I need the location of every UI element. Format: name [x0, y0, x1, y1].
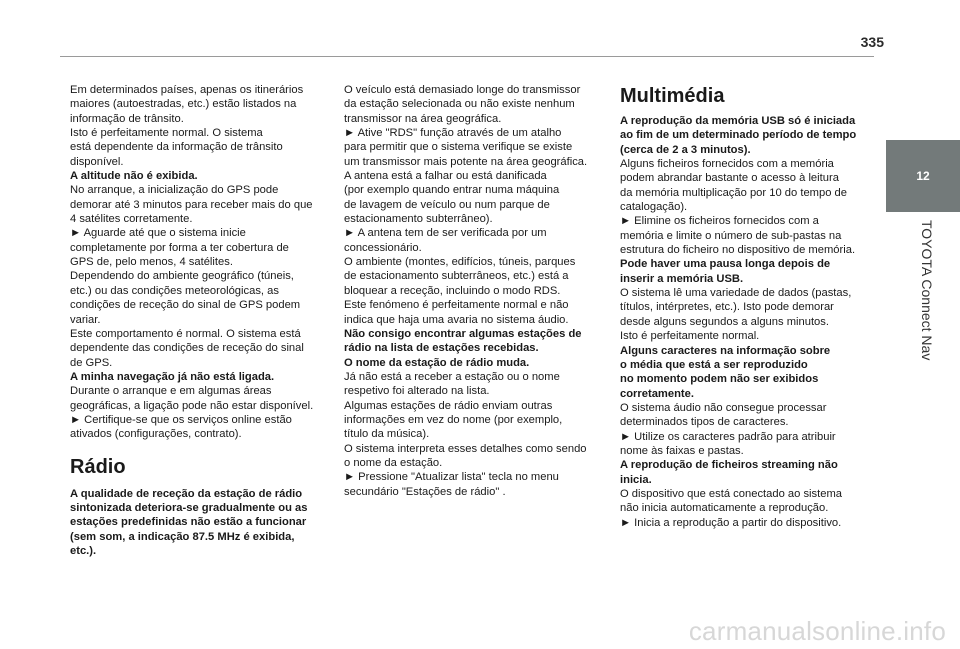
text-line: Este fenómeno é perfeitamente normal e não	[344, 299, 569, 312]
text-line: estacionamento subterrâneo).	[344, 213, 493, 226]
text-line: (por exemplo quando entrar numa máquina	[344, 184, 560, 197]
text-column-1	[70, 83, 332, 558]
text-line: O veículo está demasiado longe do transmissor	[344, 84, 581, 96]
text-line: O sistema áudio não consegue processar	[620, 401, 827, 414]
text-line: está dependente da informação de trânsito	[70, 141, 283, 154]
text-line: não inicia automaticamente a reprodução.	[620, 502, 829, 515]
text-line: maiores (autoestradas, etc.) estão listados na	[70, 98, 297, 111]
text-line: bloquear a receção, incluindo o modo RDS.	[344, 284, 561, 297]
text-line: condições de receção do sinal de GPS podem	[70, 299, 301, 312]
text-line: No arranque, a inicialização do GPS pode	[70, 184, 279, 197]
bold-text-line: estações predefinidas não estão a funcionar	[70, 516, 307, 529]
text-line: Dependendo do ambiente geográfico (túneis,	[70, 270, 294, 283]
chapter-tab-number: 12	[916, 169, 930, 183]
text-line: de estacionamento subterrâneos, etc.) está a	[344, 270, 569, 283]
bold-text-line: A minha navegação já não está ligada.	[70, 370, 275, 383]
text-line: da estação selecionada ou não existe nenhum	[344, 98, 575, 111]
text-line: O dispositivo que está conectado ao sistema	[620, 487, 843, 500]
text-line: título da música).	[344, 428, 430, 441]
text-line: Durante o arranque e em algumas áreas	[70, 385, 272, 398]
text-line: Alguns ficheiros fornecidos com a memória	[620, 158, 834, 171]
column-3-body	[620, 114, 882, 530]
text-line: ► A antena tem de ser verificada por um	[344, 227, 547, 240]
chapter-tab	[886, 140, 960, 212]
header-divider	[60, 56, 874, 57]
bold-text-line: (cerca de 2 a 3 minutos).	[620, 143, 751, 156]
text-line: Este comportamento é normal. O sistema está	[70, 327, 301, 340]
page-number: 335	[860, 34, 884, 50]
text-line: disponível.	[70, 155, 124, 168]
text-line: ativados (configurações, contrato).	[70, 428, 242, 441]
bold-text-line: A reprodução de ficheiros streaming não	[620, 459, 838, 472]
text-line: ► Inicia a reprodução a partir do dispositivo.	[620, 516, 842, 529]
text-line: determinados tipos de caracteres.	[620, 416, 789, 429]
bold-text-line: rádio na lista de estações recebidas.	[344, 342, 539, 355]
text-line: demorar até 3 minutos para receber mais do que	[70, 198, 313, 211]
text-line: geográficas, a ligação pode não estar disponível.	[70, 399, 314, 412]
column-1-body	[70, 83, 332, 442]
section-heading-multimedia: Multimédia	[620, 85, 725, 107]
bold-text-line: A altitude não é exibida.	[70, 170, 198, 183]
watermark-text: carmanualsonline.info	[688, 616, 946, 646]
text-line: O sistema lê uma variedade de dados (pastas,	[620, 287, 852, 300]
text-line: dependente das condições de receção do sinal	[70, 342, 304, 355]
text-line: 4 satélites corretamente.	[70, 213, 193, 226]
text-column-3	[620, 84, 882, 530]
text-line: catalogação).	[620, 201, 688, 214]
text-line: O ambiente (montes, edifícios, túneis, parques	[344, 256, 576, 269]
text-column-2	[344, 83, 606, 499]
text-line: concessionário.	[344, 241, 422, 254]
text-line: títulos, intérpretes, etc.). Isto pode demorar	[620, 301, 834, 314]
text-line: variar.	[70, 313, 101, 326]
text-line: transmissor na área geográfica.	[344, 112, 502, 125]
bold-text-line: A reprodução da memória USB só é iniciada	[620, 115, 856, 127]
text-line: ► Pressione "Atualizar lista" tecla no menu	[344, 471, 559, 484]
text-line: desde alguns segundos a alguns minutos.	[620, 315, 829, 328]
text-line: GPS de, pelo menos, 4 satélites.	[70, 256, 233, 269]
bold-text-line: o média que está a ser reproduzido	[620, 358, 808, 371]
text-line: secundário "Estações de rádio" .	[344, 485, 506, 498]
text-line: nome às faixas e pastas.	[620, 444, 744, 457]
text-line: da memória multiplicação por 10 do tempo de	[620, 186, 847, 199]
text-line: A antena está a falhar ou está danificada	[344, 170, 547, 183]
text-line: informações em vez do nome (por exemplo,	[344, 413, 563, 426]
text-line: informação de trânsito.	[70, 112, 184, 125]
text-line: memória e limite o número de sub-pastas na	[620, 229, 842, 242]
text-line: para permitir que o sistema verifique se existe	[344, 141, 573, 154]
text-line: Já não está a receber a estação ou o nome	[344, 370, 560, 383]
bold-text-line: O nome da estação de rádio muda.	[344, 356, 530, 369]
text-line: Em determinados países, apenas os itinerários	[70, 84, 304, 96]
text-line: ► Ative "RDS" função através de um atalho	[344, 127, 562, 140]
bold-text-line: inserir a memória USB.	[620, 272, 744, 285]
text-line: o nome da estação.	[344, 456, 443, 469]
text-line: um transmissor mais potente na área geográfica.	[344, 155, 588, 168]
bold-text-line: ao fim de um determinado período de tempo	[620, 129, 857, 142]
text-line: completamente por forma a ter cobertura de	[70, 241, 289, 254]
bold-text-line: Pode haver uma pausa longa depois de	[620, 258, 831, 271]
text-line: Isto é perfeitamente normal.	[620, 330, 760, 343]
column-1-radio-body	[70, 487, 332, 559]
bold-text-line: (sem som, a indicação 87.5 MHz é exibida,	[70, 530, 295, 543]
text-line: ► Elimine os ficheiros fornecidos com a	[620, 215, 819, 228]
bold-text-line: Alguns caracteres na informação sobre	[620, 344, 831, 357]
section-heading-radio: Rádio	[70, 455, 126, 478]
column-2-body	[344, 83, 606, 499]
bold-text-line: corretamente.	[620, 387, 694, 400]
bold-text-line: Não consigo encontrar algumas estações de	[344, 327, 582, 340]
text-line: O sistema interpreta esses detalhes como sendo	[344, 442, 587, 455]
text-line: indica que haja uma avaria no sistema áudio.	[344, 313, 569, 326]
text-line: respetivo foi alterado na lista.	[344, 385, 490, 398]
text-line: de lavagem de veículo ou num parque de	[344, 198, 550, 211]
text-line: Isto é perfeitamente normal. O sistema	[70, 127, 263, 140]
bold-text-line: inicia.	[620, 473, 652, 486]
text-line: ► Aguarde até que o sistema inicie	[70, 227, 246, 240]
text-line: Algumas estações de rádio enviam outras	[344, 399, 553, 412]
text-line: podem abrandar bastante o acesso à leitura	[620, 172, 839, 185]
text-line: de GPS.	[70, 356, 113, 369]
text-line: estrutura do ficheiro no dispositivo de memória.	[620, 244, 856, 257]
chapter-side-label: TOYOTA Connect Nav	[919, 220, 935, 361]
text-line: ► Utilize os caracteres padrão para atribuir	[620, 430, 836, 443]
bold-text-line: sintonizada deteriora-se gradualmente ou as	[70, 501, 308, 514]
text-line: etc.) ou das condições meteorológicas, as	[70, 284, 279, 297]
text-line: ► Certifique-se que os serviços online estão	[70, 413, 292, 426]
bold-text-line: no momento podem não ser exibidos	[620, 373, 819, 386]
bold-text-line: A qualidade de receção da estação de rádio	[70, 487, 303, 500]
bold-text-line: etc.).	[70, 544, 97, 557]
